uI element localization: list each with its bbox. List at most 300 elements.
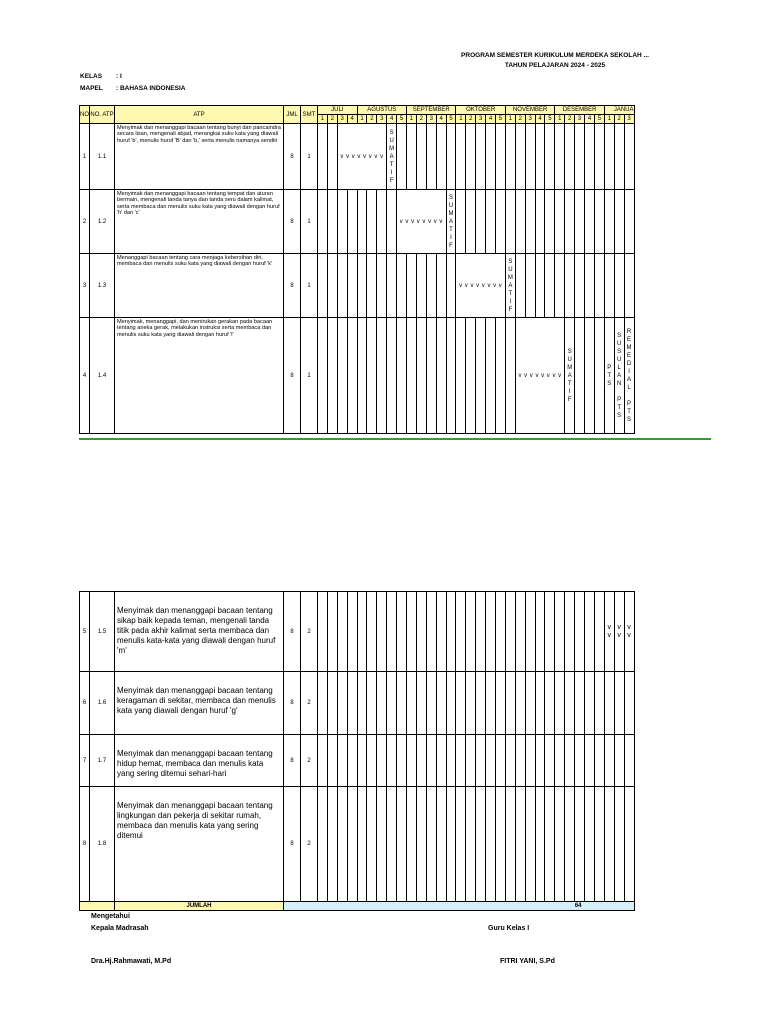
atp-description: Menyimak dan menanggapi bacaan tentang tempat dan aturan bermain, mengenali tanda tanya dan tanda seru dalam kalimat, serta membaca dan menulis suku kata yang diawali dengan huruf 'h' dan 'c' (115, 190, 284, 254)
activity-marks: v v v v v v v v (515, 318, 564, 434)
week-cell (407, 318, 417, 434)
week-cell (476, 318, 486, 434)
week-number: 3 (525, 115, 535, 124)
month-header: JULI (318, 106, 358, 115)
week-cell (565, 735, 575, 787)
week-cell (614, 735, 624, 787)
smt-value: 2 (301, 735, 318, 787)
week-cell (416, 735, 426, 787)
week-cell (377, 592, 387, 672)
guru-title: Guru Kelas I (488, 925, 530, 932)
week-cell (594, 318, 604, 434)
week-cell (436, 735, 446, 787)
week-number: 1 (318, 115, 328, 124)
activity-marks: v v v v v v v v (337, 124, 386, 190)
week-cell (545, 672, 555, 735)
week-cell (604, 124, 614, 190)
week-cell (318, 190, 328, 254)
week-cell (545, 735, 555, 787)
row-number: 4 (80, 318, 90, 434)
pts-label: P T S (607, 364, 612, 387)
week-cell (555, 672, 565, 735)
week-cell (575, 735, 585, 787)
week-cell (367, 735, 377, 787)
week-cell (357, 735, 367, 787)
jml-value: 8 (284, 787, 301, 902)
week-cell (367, 318, 377, 434)
week-cell (347, 672, 357, 735)
week-cell (496, 124, 506, 190)
week-cell (624, 592, 634, 672)
week-cell (327, 672, 337, 735)
smt-value: 2 (301, 672, 318, 735)
atp-number: 1.2 (90, 190, 115, 254)
week-cell (575, 787, 585, 902)
week-cell (476, 735, 486, 787)
week-cell (466, 672, 476, 735)
week-number: 2 (466, 115, 476, 124)
week-cell (575, 318, 585, 434)
week-cell (515, 124, 525, 190)
week-cell (604, 787, 614, 902)
week-cell (456, 318, 466, 434)
week-cell (466, 190, 476, 254)
table-row (80, 318, 635, 434)
week-cell (387, 672, 397, 735)
week-cell (446, 190, 456, 254)
week-cell (397, 254, 407, 318)
week-cell (456, 787, 466, 902)
atp-number: 1.1 (90, 124, 115, 190)
week-cell (327, 124, 337, 190)
week-number: 4 (486, 115, 496, 124)
row-number: 5 (80, 592, 90, 672)
week-cell (505, 592, 515, 672)
week-cell (486, 735, 496, 787)
week-cell (545, 254, 555, 318)
week-number: 1 (407, 115, 417, 124)
week-cell (318, 318, 328, 434)
week-number: 2 (367, 115, 377, 124)
week-cell (525, 124, 535, 190)
col-smt-header: SMT (301, 106, 318, 124)
smt-value: 1 (301, 190, 318, 254)
week-cell (486, 592, 496, 672)
week-cell (585, 592, 595, 672)
week-cell (466, 735, 476, 787)
week-cell (604, 672, 614, 735)
month-header: NOVEMBER (505, 106, 554, 115)
week-cell (594, 787, 604, 902)
jml-value: 8 (284, 672, 301, 735)
table-row (80, 190, 635, 254)
week-cell (505, 124, 515, 190)
week-number: 4 (535, 115, 545, 124)
week-cell (476, 124, 486, 190)
week-cell (387, 124, 397, 190)
week-cell (476, 592, 486, 672)
week-cell (486, 124, 496, 190)
week-cell (407, 787, 417, 902)
week-cell (496, 190, 506, 254)
week-cell (496, 318, 506, 434)
jml-value: 8 (284, 318, 301, 434)
jml-value: 8 (284, 124, 301, 190)
week-cell (466, 592, 476, 672)
week-cell (436, 254, 446, 318)
week-number: 3 (476, 115, 486, 124)
week-cell (545, 190, 555, 254)
week-cell (397, 318, 407, 434)
week-cell (466, 318, 476, 434)
mapel-value: : BAHASA INDONESIA (116, 85, 186, 92)
week-cell (535, 254, 545, 318)
week-cell (555, 254, 565, 318)
week-cell (565, 318, 575, 434)
row-number: 6 (80, 672, 90, 735)
table-row (80, 124, 635, 190)
week-number: 3 (426, 115, 436, 124)
week-cell (525, 254, 535, 318)
semester-table-bottom (79, 591, 635, 911)
week-number: 5 (446, 115, 456, 124)
week-cell (575, 254, 585, 318)
week-number: 5 (397, 115, 407, 124)
week-cell (446, 318, 456, 434)
week-cell (357, 318, 367, 434)
week-cell (594, 254, 604, 318)
week-cell (357, 672, 367, 735)
week-cell (535, 787, 545, 902)
week-cell (515, 592, 525, 672)
jumlah-row (80, 902, 635, 911)
week-cell (387, 735, 397, 787)
week-cell (565, 787, 575, 902)
week-cell (337, 254, 347, 318)
week-cell (535, 592, 545, 672)
smt-value: 1 (301, 318, 318, 434)
activity-marks: v v v v v v v v (397, 190, 446, 254)
month-header: SEPTEMBER (407, 106, 456, 115)
week-cell (327, 318, 337, 434)
week-cell (594, 672, 604, 735)
week-cell (318, 254, 328, 318)
week-cell (318, 787, 328, 902)
week-cell (436, 124, 446, 190)
week-cell (416, 124, 426, 190)
table-row (80, 735, 635, 787)
kepala-name: Dra.Hj.Rahmawati, M.Pd (91, 958, 172, 965)
week-cell (614, 318, 624, 434)
week-cell (585, 787, 595, 902)
week-cell (496, 592, 506, 672)
jumlah-label: JUMLAH (115, 902, 284, 911)
week-cell (555, 124, 565, 190)
week-cell (614, 254, 624, 318)
col-atp-no-header: NO. ATP (90, 106, 115, 124)
table-row (80, 672, 635, 735)
week-cell (337, 672, 347, 735)
atp-number: 1.3 (90, 254, 115, 318)
jumlah-value: 64 (284, 902, 635, 911)
week-cell (318, 672, 328, 735)
atp-number: 1.5 (90, 592, 115, 672)
week-cell (318, 735, 328, 787)
week-cell (525, 735, 535, 787)
week-cell (575, 672, 585, 735)
atp-description: Menanggapi bacaan tentang cara menjaga kebersihan diri, membaca dan menulis suku kata yang diawali dengan huruf 'k' (115, 254, 284, 318)
week-cell (446, 787, 456, 902)
sumatif-label: S U M A T I F (507, 258, 513, 313)
atp-number: 1.8 (90, 787, 115, 902)
month-header: OKTOBER (456, 106, 505, 115)
week-cell (407, 124, 417, 190)
week-number: 4 (347, 115, 357, 124)
week-cell (505, 672, 515, 735)
susulan-pts-label: S U S U L A N P T S (616, 332, 622, 419)
week-cell (387, 592, 397, 672)
jml-value: 8 (284, 592, 301, 672)
week-cell (515, 787, 525, 902)
week-cell (357, 592, 367, 672)
week-cell (545, 592, 555, 672)
sumatif-label: S U M A T I F (389, 129, 395, 184)
week-number: 1 (357, 115, 367, 124)
week-cell (604, 592, 614, 672)
week-cell (446, 672, 456, 735)
week-cell (337, 190, 347, 254)
atp-description: Menyimak dan menanggapi bacaan tentang bunyi dan pancaindra secara lisan, mengenali abjad, merangkai suku kata yang diawali huruf 'b', menulis huruf 'B' dan 'b,' serta menulis namanya sendiri (115, 124, 284, 190)
row-number: 1 (80, 124, 90, 190)
week-cell (456, 735, 466, 787)
week-number: 5 (594, 115, 604, 124)
week-cell (318, 124, 328, 190)
week-cell (446, 254, 456, 318)
week-cell (585, 190, 595, 254)
week-cell (367, 254, 377, 318)
week-cell (624, 787, 634, 902)
atp-description: Menyimak dan menanggapi bacaan tentang lingkungan dan pekerja di sekitar rumah, membaca dan menulis kata yang sering ditemui (115, 787, 284, 902)
week-cell (525, 672, 535, 735)
mapel-label: MAPEL (80, 85, 103, 92)
week-cell (426, 592, 436, 672)
week-cell (525, 190, 535, 254)
week-cell (614, 190, 624, 254)
week-cell (505, 735, 515, 787)
week-cell (525, 787, 535, 902)
week-cell (337, 787, 347, 902)
week-cell (515, 254, 525, 318)
week-cell (545, 787, 555, 902)
week-cell (466, 124, 476, 190)
week-cell (397, 124, 407, 190)
week-number: 4 (387, 115, 397, 124)
smt-value: 1 (301, 124, 318, 190)
week-cell (377, 190, 387, 254)
week-cell (505, 787, 515, 902)
week-cell (486, 190, 496, 254)
week-cell (318, 592, 328, 672)
week-cell (565, 190, 575, 254)
table-row (80, 787, 635, 902)
jml-value: 8 (284, 190, 301, 254)
week-cell (614, 124, 624, 190)
week-number: 1 (456, 115, 466, 124)
document-title: PROGRAM SEMESTER KURIKULUM MERDEKA SEKOLAH ... (461, 52, 649, 59)
week-cell (436, 592, 446, 672)
week-cell (367, 787, 377, 902)
week-cell (416, 254, 426, 318)
week-cell (594, 735, 604, 787)
week-cell (357, 787, 367, 902)
week-cell (347, 787, 357, 902)
activity-mark: v v (627, 623, 631, 639)
week-number: 5 (545, 115, 555, 124)
activity-marks: v v v v v v v v (456, 254, 505, 318)
week-cell (397, 592, 407, 672)
week-cell (426, 735, 436, 787)
week-cell (496, 672, 506, 735)
week-cell (476, 672, 486, 735)
week-cell (594, 592, 604, 672)
jml-value: 8 (284, 735, 301, 787)
week-cell (624, 318, 634, 434)
semester-table-top (79, 105, 635, 434)
week-cell (337, 592, 347, 672)
table-bottom-rule (79, 438, 711, 440)
week-cell (426, 672, 436, 735)
week-cell (575, 592, 585, 672)
week-cell (496, 735, 506, 787)
week-cell (397, 735, 407, 787)
week-cell (416, 318, 426, 434)
col-atp-header: ATP (115, 106, 284, 124)
activity-mark: v v (607, 623, 612, 639)
sumatif-label: S U M A T I F (448, 194, 454, 249)
week-cell (476, 787, 486, 902)
week-cell (426, 254, 436, 318)
week-cell (347, 190, 357, 254)
week-cell (585, 735, 595, 787)
week-cell (535, 672, 545, 735)
week-cell (604, 254, 614, 318)
week-cell (555, 190, 565, 254)
kepala-title: Kepala Madrasah (91, 925, 149, 932)
week-cell (367, 592, 377, 672)
week-cell (614, 672, 624, 735)
week-cell (565, 124, 575, 190)
week-cell (476, 190, 486, 254)
week-cell (387, 190, 397, 254)
table-row (80, 592, 635, 672)
week-cell (327, 787, 337, 902)
week-cell (456, 672, 466, 735)
row-number: 7 (80, 735, 90, 787)
week-number: 4 (585, 115, 595, 124)
week-number: 1 (555, 115, 565, 124)
guru-name: FITRI YANI, S.Pd (500, 958, 555, 965)
week-cell (397, 672, 407, 735)
week-number: 3 (337, 115, 347, 124)
week-cell (426, 787, 436, 902)
week-cell (535, 124, 545, 190)
week-cell (585, 672, 595, 735)
month-header: AGUSTUS (357, 106, 406, 115)
week-cell (387, 254, 397, 318)
week-cell (446, 592, 456, 672)
week-cell (614, 787, 624, 902)
week-number: 2 (327, 115, 337, 124)
week-number: 2 (416, 115, 426, 124)
week-number: 5 (496, 115, 506, 124)
week-cell (446, 735, 456, 787)
month-header: DESEMBER (555, 106, 604, 115)
week-cell (436, 318, 446, 434)
week-cell (624, 254, 634, 318)
week-cell (515, 735, 525, 787)
smt-value: 2 (301, 592, 318, 672)
week-cell (367, 190, 377, 254)
week-cell (387, 318, 397, 434)
week-cell (486, 787, 496, 902)
week-cell (575, 124, 585, 190)
week-cell (327, 592, 337, 672)
sumatif-label: S U M A T I F (567, 348, 573, 403)
week-cell (535, 190, 545, 254)
smt-value: 1 (301, 254, 318, 318)
week-cell (387, 787, 397, 902)
week-cell (436, 787, 446, 902)
activity-mark: v v (617, 623, 621, 639)
week-cell (624, 190, 634, 254)
week-cell (416, 672, 426, 735)
week-number: 1 (604, 115, 614, 124)
week-cell (456, 592, 466, 672)
week-cell (357, 190, 367, 254)
week-cell (565, 672, 575, 735)
week-cell (515, 190, 525, 254)
week-cell (377, 254, 387, 318)
week-cell (347, 254, 357, 318)
week-cell (367, 672, 377, 735)
week-cell (545, 124, 555, 190)
week-cell (407, 735, 417, 787)
week-cell (416, 592, 426, 672)
atp-number: 1.6 (90, 672, 115, 735)
week-cell (327, 254, 337, 318)
week-number: 2 (515, 115, 525, 124)
week-number: 2 (614, 115, 624, 124)
week-cell (505, 318, 515, 434)
week-cell (407, 672, 417, 735)
week-cell (614, 592, 624, 672)
week-cell (377, 787, 387, 902)
jumlah-spacer (80, 902, 115, 911)
week-cell (397, 787, 407, 902)
week-cell (347, 735, 357, 787)
month-header: JANUA (604, 106, 634, 115)
week-cell (347, 318, 357, 434)
atp-description: Menyimak, menanggapi, dan menirukan gerakan pada bacaan tentang aneka gerak, melakukan instruksi serta membaca dan menulis suku kata yang diawali dengan huruf 'l' (115, 318, 284, 434)
week-cell (575, 190, 585, 254)
week-cell (407, 254, 417, 318)
col-jml-header: JML (284, 106, 301, 124)
week-cell (624, 735, 634, 787)
week-cell (456, 124, 466, 190)
week-cell (486, 672, 496, 735)
week-cell (496, 787, 506, 902)
document-year: TAHUN PELAJARAN 2024 - 2025 (504, 62, 606, 69)
